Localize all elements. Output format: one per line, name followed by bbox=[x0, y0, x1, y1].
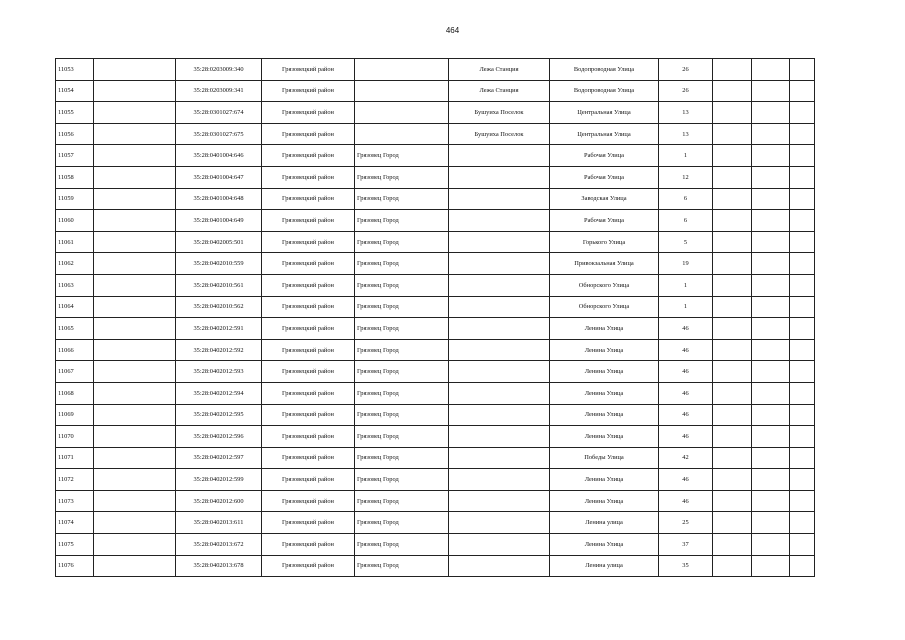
cell-num: 11069 bbox=[56, 404, 94, 426]
cell-empty bbox=[752, 534, 790, 556]
cell-empty bbox=[752, 447, 790, 469]
cell-empty bbox=[94, 469, 176, 491]
cell-district: Грязовецкий район bbox=[262, 253, 355, 275]
cell-district: Грязовецкий район bbox=[262, 166, 355, 188]
cell-district: Грязовецкий район bbox=[262, 426, 355, 448]
cell-empty bbox=[790, 404, 815, 426]
cell-empty bbox=[713, 447, 752, 469]
cell-street: Заводская Улица bbox=[550, 188, 659, 210]
cell-empty bbox=[752, 80, 790, 102]
cell-settlement bbox=[449, 231, 550, 253]
cell-street: Ленина Улица bbox=[550, 339, 659, 361]
cell-city: Грязовец Город bbox=[355, 339, 449, 361]
cell-empty bbox=[790, 296, 815, 318]
cell-empty bbox=[752, 166, 790, 188]
cell-empty bbox=[94, 339, 176, 361]
cell-empty bbox=[752, 253, 790, 275]
cell-empty bbox=[752, 555, 790, 577]
cell-district: Грязовецкий район bbox=[262, 80, 355, 102]
cell-street: Привокзальная Улица bbox=[550, 253, 659, 275]
cell-house: 46 bbox=[659, 382, 713, 404]
cell-settlement bbox=[449, 490, 550, 512]
cell-district: Грязовецкий район bbox=[262, 404, 355, 426]
table-row bbox=[56, 555, 815, 577]
cell-settlement bbox=[449, 469, 550, 491]
cell-district: Грязовецкий район bbox=[262, 123, 355, 145]
cell-empty bbox=[790, 210, 815, 232]
cell-cadastral: 35:28:0402010:559 bbox=[176, 253, 262, 275]
cell-empty bbox=[790, 426, 815, 448]
cell-house: 6 bbox=[659, 210, 713, 232]
cell-city: Грязовец Город bbox=[355, 512, 449, 534]
cell-empty bbox=[752, 339, 790, 361]
cell-street: Рабочая Улица bbox=[550, 145, 659, 167]
table-row bbox=[56, 339, 815, 361]
cell-num: 11055 bbox=[56, 102, 94, 124]
cell-settlement bbox=[449, 253, 550, 275]
cell-empty bbox=[713, 253, 752, 275]
cell-street: Обнорского Улица bbox=[550, 296, 659, 318]
cell-house: 46 bbox=[659, 490, 713, 512]
cell-empty bbox=[790, 490, 815, 512]
cell-empty bbox=[713, 339, 752, 361]
table-row bbox=[56, 318, 815, 340]
cell-num: 11062 bbox=[56, 253, 94, 275]
cell-settlement bbox=[449, 318, 550, 340]
cell-house: 46 bbox=[659, 426, 713, 448]
cell-empty bbox=[713, 80, 752, 102]
cell-empty bbox=[713, 404, 752, 426]
cell-street: Центральная Улица bbox=[550, 102, 659, 124]
table-row bbox=[56, 80, 815, 102]
cell-district: Грязовецкий район bbox=[262, 59, 355, 81]
cell-city: Грязовец Город bbox=[355, 490, 449, 512]
cell-num: 11059 bbox=[56, 188, 94, 210]
cell-city: Грязовец Город bbox=[355, 469, 449, 491]
cell-num: 11075 bbox=[56, 534, 94, 556]
cell-empty bbox=[94, 80, 176, 102]
table-row bbox=[56, 534, 815, 556]
cell-house: 46 bbox=[659, 339, 713, 361]
cell-house: 13 bbox=[659, 102, 713, 124]
cell-empty bbox=[713, 318, 752, 340]
table-row bbox=[56, 166, 815, 188]
table-row bbox=[56, 274, 815, 296]
cell-district: Грязовецкий район bbox=[262, 210, 355, 232]
cell-cadastral: 35:28:0401004:646 bbox=[176, 145, 262, 167]
cell-empty bbox=[94, 382, 176, 404]
cell-settlement bbox=[449, 145, 550, 167]
cell-street: Ленина Улица bbox=[550, 469, 659, 491]
cell-num: 11063 bbox=[56, 274, 94, 296]
cell-empty bbox=[752, 490, 790, 512]
cell-district: Грязовецкий район bbox=[262, 102, 355, 124]
cell-empty bbox=[790, 123, 815, 145]
cell-num: 11073 bbox=[56, 490, 94, 512]
cell-num: 11054 bbox=[56, 80, 94, 102]
cell-street: Ленина Улица bbox=[550, 318, 659, 340]
cell-settlement bbox=[449, 210, 550, 232]
cell-empty bbox=[752, 318, 790, 340]
cell-street: Ленина улица bbox=[550, 555, 659, 577]
cell-settlement: Бушуиха Поселок bbox=[449, 102, 550, 124]
cell-empty bbox=[94, 231, 176, 253]
cell-empty bbox=[713, 490, 752, 512]
cell-cadastral: 35:28:0301027:675 bbox=[176, 123, 262, 145]
cell-city: Грязовец Город bbox=[355, 274, 449, 296]
cell-empty bbox=[94, 210, 176, 232]
cell-cadastral: 35:28:0402012:596 bbox=[176, 426, 262, 448]
cell-city bbox=[355, 123, 449, 145]
cell-empty bbox=[752, 145, 790, 167]
cell-empty bbox=[752, 404, 790, 426]
cell-street: Водопроводная Улица bbox=[550, 80, 659, 102]
cell-empty bbox=[713, 59, 752, 81]
cell-house: 1 bbox=[659, 145, 713, 167]
cell-cadastral: 35:28:0402013:611 bbox=[176, 512, 262, 534]
cell-cadastral: 35:28:0402010:561 bbox=[176, 274, 262, 296]
cell-cadastral: 35:28:0203009:340 bbox=[176, 59, 262, 81]
table-row bbox=[56, 210, 815, 232]
cell-empty bbox=[790, 80, 815, 102]
cell-district: Грязовецкий район bbox=[262, 534, 355, 556]
cell-num: 11065 bbox=[56, 318, 94, 340]
cell-empty bbox=[713, 274, 752, 296]
cell-num: 11058 bbox=[56, 166, 94, 188]
cell-district: Грязовецкий район bbox=[262, 361, 355, 383]
cell-district: Грязовецкий район bbox=[262, 296, 355, 318]
cell-cadastral: 35:28:0402005:501 bbox=[176, 231, 262, 253]
cell-empty bbox=[752, 361, 790, 383]
cell-district: Грязовецкий район bbox=[262, 145, 355, 167]
cell-empty bbox=[713, 382, 752, 404]
cell-city: Грязовец Город bbox=[355, 382, 449, 404]
cell-empty bbox=[713, 296, 752, 318]
cell-city: Грязовец Город bbox=[355, 253, 449, 275]
cell-cadastral: 35:28:0402012:599 bbox=[176, 469, 262, 491]
cell-empty bbox=[94, 426, 176, 448]
cell-street: Обнорского Улица bbox=[550, 274, 659, 296]
cell-num: 11056 bbox=[56, 123, 94, 145]
cell-num: 11072 bbox=[56, 469, 94, 491]
cell-empty bbox=[752, 274, 790, 296]
cell-street: Рабочая Улица bbox=[550, 166, 659, 188]
cell-district: Грязовецкий район bbox=[262, 469, 355, 491]
cell-settlement bbox=[449, 361, 550, 383]
cell-city: Грязовец Город bbox=[355, 166, 449, 188]
cell-district: Грязовецкий район bbox=[262, 490, 355, 512]
cell-district: Грязовецкий район bbox=[262, 188, 355, 210]
cell-num: 11070 bbox=[56, 426, 94, 448]
cell-cadastral: 35:28:0402012:593 bbox=[176, 361, 262, 383]
table-row bbox=[56, 59, 815, 81]
cell-cadastral: 35:28:0402010:562 bbox=[176, 296, 262, 318]
cell-cadastral: 35:28:0203009:341 bbox=[176, 80, 262, 102]
cell-empty bbox=[94, 296, 176, 318]
cell-settlement bbox=[449, 296, 550, 318]
cell-empty bbox=[94, 188, 176, 210]
cell-house: 13 bbox=[659, 123, 713, 145]
table-row bbox=[56, 102, 815, 124]
cell-empty bbox=[94, 166, 176, 188]
cell-empty bbox=[752, 188, 790, 210]
table-row bbox=[56, 512, 815, 534]
cell-street: Победы Улица bbox=[550, 447, 659, 469]
cell-empty bbox=[94, 145, 176, 167]
cell-empty bbox=[752, 426, 790, 448]
cell-empty bbox=[790, 555, 815, 577]
cell-empty bbox=[713, 210, 752, 232]
cell-empty bbox=[790, 534, 815, 556]
cell-empty bbox=[94, 490, 176, 512]
table-row bbox=[56, 296, 815, 318]
cell-num: 11061 bbox=[56, 231, 94, 253]
table-row bbox=[56, 145, 815, 167]
cell-empty bbox=[94, 555, 176, 577]
cell-empty bbox=[94, 361, 176, 383]
cell-house: 26 bbox=[659, 59, 713, 81]
cell-empty bbox=[713, 188, 752, 210]
cell-district: Грязовецкий район bbox=[262, 339, 355, 361]
cell-cadastral: 35:28:0402012:592 bbox=[176, 339, 262, 361]
cell-empty bbox=[94, 447, 176, 469]
cell-empty bbox=[713, 512, 752, 534]
cell-house: 5 bbox=[659, 231, 713, 253]
cell-empty bbox=[713, 426, 752, 448]
cell-house: 6 bbox=[659, 188, 713, 210]
cell-empty bbox=[790, 59, 815, 81]
cell-empty bbox=[713, 555, 752, 577]
cell-city: Грязовец Город bbox=[355, 534, 449, 556]
cell-district: Грязовецкий район bbox=[262, 231, 355, 253]
cell-empty bbox=[94, 318, 176, 340]
cell-settlement: Лежа Станция bbox=[449, 59, 550, 81]
table-row bbox=[56, 123, 815, 145]
cell-settlement bbox=[449, 555, 550, 577]
table-row bbox=[56, 188, 815, 210]
cell-district: Грязовецкий район bbox=[262, 447, 355, 469]
cell-empty bbox=[94, 253, 176, 275]
cell-empty bbox=[752, 210, 790, 232]
table-row bbox=[56, 231, 815, 253]
cell-street: Ленина Улица bbox=[550, 382, 659, 404]
cell-empty bbox=[713, 123, 752, 145]
cell-cadastral: 35:28:0401004:649 bbox=[176, 210, 262, 232]
cell-empty bbox=[790, 469, 815, 491]
cell-district: Грязовецкий район bbox=[262, 555, 355, 577]
cell-cadastral: 35:28:0402012:594 bbox=[176, 382, 262, 404]
cell-cadastral: 35:28:0402013:678 bbox=[176, 555, 262, 577]
cell-city: Грязовец Город bbox=[355, 231, 449, 253]
cell-house: 26 bbox=[659, 80, 713, 102]
cell-num: 11074 bbox=[56, 512, 94, 534]
cell-house: 46 bbox=[659, 318, 713, 340]
cell-cadastral: 35:28:0301027:674 bbox=[176, 102, 262, 124]
cell-empty bbox=[752, 123, 790, 145]
cell-cadastral: 35:28:0401004:647 bbox=[176, 166, 262, 188]
cell-empty bbox=[94, 534, 176, 556]
cell-num: 11068 bbox=[56, 382, 94, 404]
cell-empty bbox=[790, 382, 815, 404]
cell-city: Грязовец Город bbox=[355, 145, 449, 167]
cell-house: 42 bbox=[659, 447, 713, 469]
cell-empty bbox=[790, 274, 815, 296]
cell-empty bbox=[94, 59, 176, 81]
cell-house: 1 bbox=[659, 274, 713, 296]
cell-empty bbox=[790, 339, 815, 361]
cell-cadastral: 35:28:0402012:595 bbox=[176, 404, 262, 426]
cell-empty bbox=[790, 361, 815, 383]
table-row bbox=[56, 404, 815, 426]
cell-city: Грязовец Город bbox=[355, 210, 449, 232]
cell-empty bbox=[752, 102, 790, 124]
cell-settlement bbox=[449, 188, 550, 210]
cell-empty bbox=[790, 145, 815, 167]
cell-house: 46 bbox=[659, 469, 713, 491]
cell-empty bbox=[752, 469, 790, 491]
cell-cadastral: 35:28:0402012:591 bbox=[176, 318, 262, 340]
cell-empty bbox=[790, 253, 815, 275]
cell-house: 37 bbox=[659, 534, 713, 556]
cell-empty bbox=[94, 404, 176, 426]
cell-num: 11057 bbox=[56, 145, 94, 167]
cell-empty bbox=[790, 188, 815, 210]
cell-street: Ленина Улица bbox=[550, 404, 659, 426]
cell-city: Грязовец Город bbox=[355, 447, 449, 469]
table-row bbox=[56, 447, 815, 469]
cell-settlement bbox=[449, 274, 550, 296]
cell-empty bbox=[713, 145, 752, 167]
cell-empty bbox=[790, 512, 815, 534]
cell-empty bbox=[713, 361, 752, 383]
cell-empty bbox=[790, 102, 815, 124]
table-row bbox=[56, 382, 815, 404]
cell-house: 46 bbox=[659, 361, 713, 383]
table-row bbox=[56, 253, 815, 275]
cell-street: Рабочая Улица bbox=[550, 210, 659, 232]
cell-city: Грязовец Город bbox=[355, 555, 449, 577]
page-number: 464 bbox=[445, 26, 460, 35]
cell-settlement bbox=[449, 166, 550, 188]
cell-street: Водопроводная Улица bbox=[550, 59, 659, 81]
cell-empty bbox=[713, 102, 752, 124]
table-row bbox=[56, 361, 815, 383]
cell-street: Ленина Улица bbox=[550, 361, 659, 383]
cell-city: Грязовец Город bbox=[355, 318, 449, 340]
cell-settlement bbox=[449, 447, 550, 469]
cell-num: 11071 bbox=[56, 447, 94, 469]
cell-city: Грязовец Город bbox=[355, 361, 449, 383]
cell-city bbox=[355, 102, 449, 124]
cell-num: 11066 bbox=[56, 339, 94, 361]
cell-city: Грязовец Город bbox=[355, 404, 449, 426]
cell-district: Грязовецкий район bbox=[262, 382, 355, 404]
cell-district: Грязовецкий район bbox=[262, 318, 355, 340]
cell-empty bbox=[790, 318, 815, 340]
cell-city: Грязовец Город bbox=[355, 188, 449, 210]
cell-settlement bbox=[449, 426, 550, 448]
cell-street: Ленина улица bbox=[550, 512, 659, 534]
cell-house: 35 bbox=[659, 555, 713, 577]
cell-street: Ленина Улица bbox=[550, 534, 659, 556]
cell-settlement bbox=[449, 382, 550, 404]
cell-settlement bbox=[449, 534, 550, 556]
cell-empty bbox=[94, 123, 176, 145]
cell-street: Центральная Улица bbox=[550, 123, 659, 145]
cell-empty bbox=[752, 512, 790, 534]
cell-empty bbox=[713, 534, 752, 556]
cell-cadastral: 35:28:0402013:672 bbox=[176, 534, 262, 556]
cell-empty bbox=[790, 166, 815, 188]
table-row bbox=[56, 426, 815, 448]
cell-settlement: Лежа Станция bbox=[449, 80, 550, 102]
cell-cadastral: 35:28:0401004:648 bbox=[176, 188, 262, 210]
cell-settlement bbox=[449, 404, 550, 426]
cell-empty bbox=[752, 59, 790, 81]
cell-house: 12 bbox=[659, 166, 713, 188]
cell-city bbox=[355, 80, 449, 102]
cell-house: 25 bbox=[659, 512, 713, 534]
table-body bbox=[56, 59, 815, 577]
cell-city: Грязовец Город bbox=[355, 426, 449, 448]
cell-city: Грязовец Город bbox=[355, 296, 449, 318]
cell-empty bbox=[94, 274, 176, 296]
cell-settlement: Бушуиха Поселок bbox=[449, 123, 550, 145]
cell-street: Ленина Улица bbox=[550, 490, 659, 512]
property-table bbox=[55, 58, 815, 577]
cell-cadastral: 35:28:0402012:600 bbox=[176, 490, 262, 512]
cell-empty bbox=[713, 231, 752, 253]
cell-empty bbox=[752, 382, 790, 404]
cell-num: 11067 bbox=[56, 361, 94, 383]
cell-empty bbox=[94, 512, 176, 534]
table-row bbox=[56, 469, 815, 491]
cell-num: 11076 bbox=[56, 555, 94, 577]
cell-empty bbox=[752, 231, 790, 253]
cell-district: Грязовецкий район bbox=[262, 512, 355, 534]
cell-empty bbox=[790, 231, 815, 253]
cell-district: Грязовецкий район bbox=[262, 274, 355, 296]
cell-settlement bbox=[449, 512, 550, 534]
cell-empty bbox=[713, 469, 752, 491]
table-row bbox=[56, 490, 815, 512]
cell-num: 11060 bbox=[56, 210, 94, 232]
cell-house: 46 bbox=[659, 404, 713, 426]
cell-empty bbox=[752, 296, 790, 318]
cell-city bbox=[355, 59, 449, 81]
cell-house: 1 bbox=[659, 296, 713, 318]
cell-settlement bbox=[449, 339, 550, 361]
cell-cadastral: 35:28:0402012:597 bbox=[176, 447, 262, 469]
cell-empty bbox=[790, 447, 815, 469]
cell-street: Ленина Улица bbox=[550, 426, 659, 448]
cell-empty bbox=[713, 166, 752, 188]
cell-house: 19 bbox=[659, 253, 713, 275]
cell-street: Горького Улица bbox=[550, 231, 659, 253]
cell-num: 11064 bbox=[56, 296, 94, 318]
cell-empty bbox=[94, 102, 176, 124]
cell-num: 11053 bbox=[56, 59, 94, 81]
